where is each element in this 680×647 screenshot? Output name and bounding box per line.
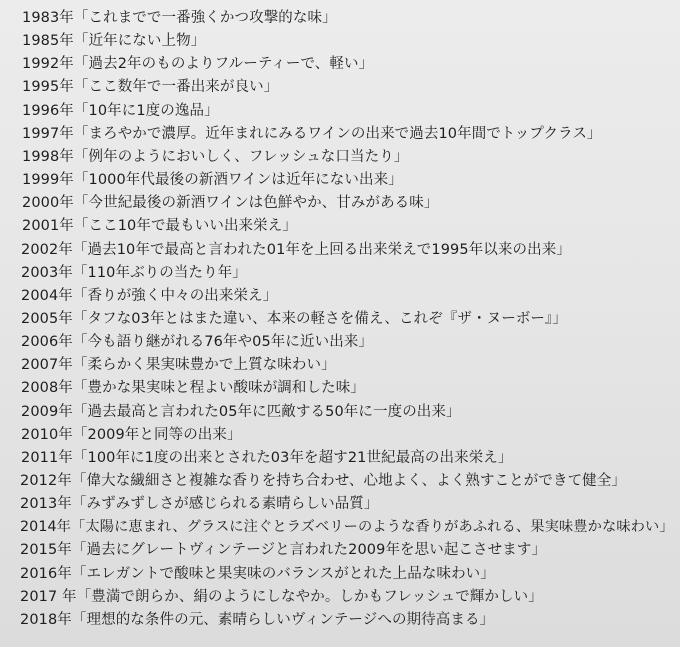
- vintage-entry: [20, 469, 626, 493]
- entry-year: 2013年: [20, 496, 72, 513]
- vintage-entry: [21, 261, 247, 285]
- vintage-entry: [20, 515, 674, 539]
- entry-description: 「柔らかく果実味豊かで上質な味わい」: [72, 357, 336, 374]
- vintage-entry: [22, 145, 408, 169]
- vintage-entry: [22, 214, 297, 238]
- entry-description: 「香りが強く中々の出来栄え」: [72, 287, 278, 304]
- entry-description: 「太陽に恵まれ、グラスに注ぐとラズベリーのような香りがあふれる、果実味豊かな味わい」: [71, 519, 674, 536]
- entry-description: 「エレガントで酸味と果実味のバランスがとれた上品な味わい」: [71, 565, 495, 582]
- vintage-entry: [21, 353, 336, 377]
- entry-description: 「偉大な繊細さと複雑な香りを持ち合わせ、心地よく、よく熟すことができて健全」: [71, 473, 626, 489]
- entry-description: 「ここ数年で一番出来が良い」: [73, 79, 279, 96]
- entry-year: 2003年: [21, 264, 73, 281]
- entry-description: 「過去2年のものよりフルーティーで、軽い」: [73, 56, 374, 73]
- entry-year: 2005年: [21, 310, 73, 327]
- entry-year: 2001年: [22, 218, 74, 235]
- entry-description: 「110年ぶりの当たり年」: [72, 264, 247, 281]
- vintage-entry: [21, 423, 242, 447]
- entry-description: 「2009年と同等の出来」: [72, 426, 242, 443]
- vintage-entry: [20, 608, 494, 632]
- entry-year: 2009年: [21, 403, 73, 420]
- entry-description: 「例年のようにおいしく、フレッシュな口当たり」: [73, 148, 409, 165]
- vintage-entry: [21, 238, 571, 262]
- vintage-entry: [22, 29, 205, 53]
- entry-year: 2002年: [21, 241, 73, 258]
- vintage-entry: [22, 52, 373, 76]
- entry-year: 1997年: [22, 125, 74, 142]
- vintage-entry: [21, 284, 277, 308]
- entry-year: 2008年: [21, 380, 73, 397]
- entry-description: 「今世紀最後の新酒ワインは色鮮やか、甘みがある味」: [73, 195, 439, 212]
- vintage-entry: [20, 562, 495, 586]
- entry-description: 「豊満で朗らか、絹のようにしなやか。しかもフレッシュで輝かしい」: [76, 588, 543, 605]
- entry-year: 2016年: [20, 565, 72, 582]
- entry-year: 2007年: [21, 357, 73, 374]
- entry-description: 「理想的な条件の元、素晴らしいヴィンテージへの期待高まる」: [71, 611, 495, 628]
- vintage-entry: [21, 307, 567, 331]
- entry-year: 2011年: [21, 449, 73, 466]
- vintage-entry: [21, 446, 513, 470]
- vintage-entry: [21, 330, 373, 354]
- entry-description: 「過去にグレートヴィンテージと言われた2009年を思い起こさせます」: [71, 542, 547, 559]
- vintage-entry: [22, 168, 403, 192]
- entry-year: 1996年: [22, 102, 74, 119]
- entry-year: 2010年: [21, 426, 73, 443]
- entry-description: 「今も語り継がれる76年や05年に近い出来」: [72, 334, 374, 351]
- vintage-entry: [22, 122, 602, 146]
- vintage-entry: [22, 75, 278, 99]
- vintage-entry: [21, 376, 365, 400]
- entry-year: 2006年: [21, 334, 73, 351]
- vintage-entry: [22, 191, 438, 215]
- entry-year: 1983年: [22, 10, 74, 26]
- vintage-entry: [20, 538, 546, 562]
- vintage-entry: [22, 99, 219, 123]
- entry-description: 「タフな03年とはまた違い、本来の軽さを備え、これぞ『ザ・ヌーボー』」: [72, 310, 567, 327]
- entry-year: 1992年: [22, 56, 74, 73]
- entry-year: 2017 年: [20, 588, 77, 605]
- entry-description: 「これまでで一番強くかつ攻撃的な味」: [73, 10, 337, 26]
- vintage-entry: [20, 585, 543, 609]
- entry-year: 2000年: [22, 195, 74, 212]
- entry-description: 「豊かな果実味と程よい酸味が調和した味」: [72, 380, 365, 397]
- entry-year: 2014年: [20, 519, 72, 536]
- vintage-entry: [21, 400, 461, 424]
- entry-description: 「まろやかで濃厚。近年まれにみるワインの出来で過去10年間でトップクラス」: [73, 125, 602, 142]
- entry-description: 「1000年代最後の新酒ワインは近年にない出来」: [73, 172, 403, 188]
- entry-description: 「過去最高と言われた05年に匹敵する50年に一度の出来」: [72, 403, 461, 420]
- entry-description: 「10年に1度の逸品」: [73, 102, 219, 119]
- entry-year: 2004年: [21, 287, 73, 304]
- entry-description: 「100年に1度の出来とされた03年を超す21世紀最高の出来栄え」: [72, 449, 513, 466]
- entry-year: 1999年: [22, 172, 74, 188]
- entry-year: 1998年: [22, 148, 74, 165]
- entry-year: 2012年: [20, 473, 72, 489]
- entry-description: 「過去10年で最高と言われた01年を上回る出来栄えで1995年以来の出来」: [72, 241, 571, 258]
- vintage-entry: [22, 6, 337, 30]
- entry-year: 1995年: [22, 79, 74, 96]
- entry-year: 2018年: [20, 611, 72, 628]
- entry-year: 1985年: [22, 33, 74, 50]
- entry-year: 2015年: [20, 542, 72, 559]
- entry-description: 「みずみずしさが感じられる素晴らしい品質」: [71, 496, 379, 513]
- entry-description: 「ここ10年で最もいい出来栄え」: [73, 218, 297, 235]
- entry-description: 「近年にない上物」: [73, 33, 206, 50]
- vintage-entry: [20, 492, 379, 516]
